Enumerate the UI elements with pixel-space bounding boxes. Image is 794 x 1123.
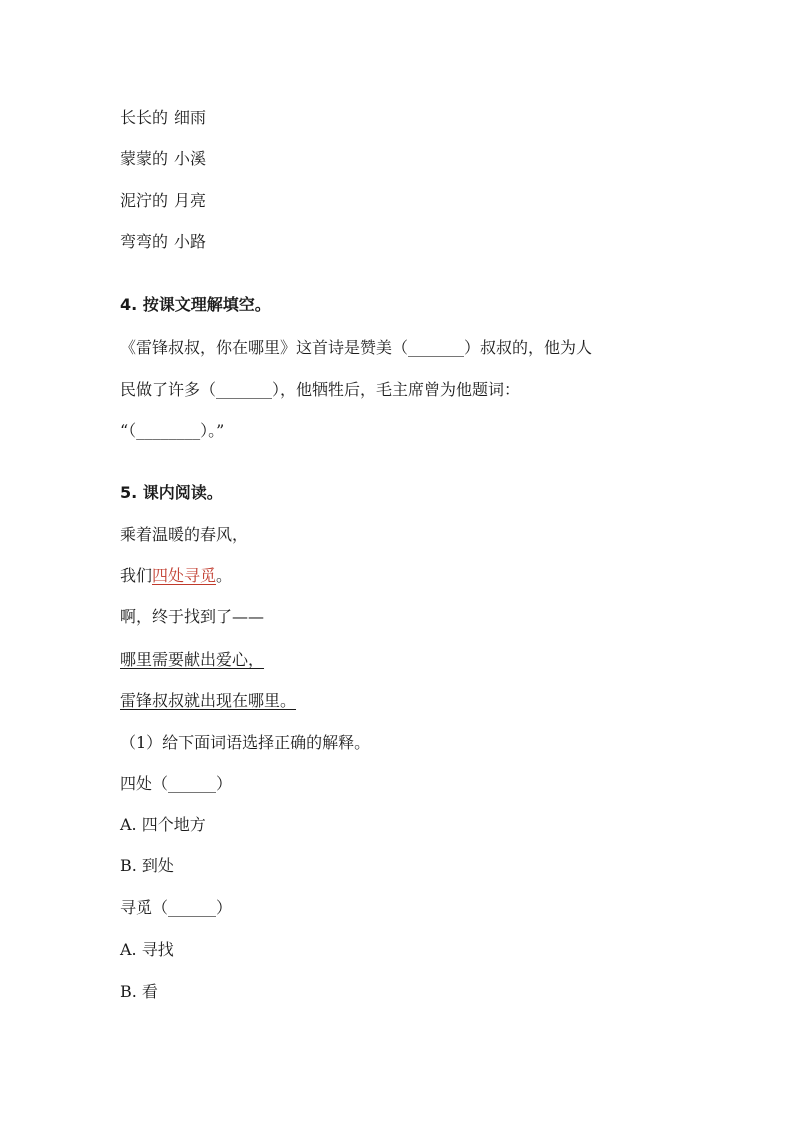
word-1-option-b: B. 到处 [120, 856, 174, 875]
pair-row-3 [120, 191, 206, 211]
poem-line-5: 雷锋叔叔就出现在哪里。 [120, 691, 297, 710]
poem-line-2-prefix: 我们 [120, 566, 153, 585]
pair-left: 弯弯的 [120, 232, 169, 251]
question-5-title: 5. 课内阅读。 [120, 483, 223, 502]
poem-line-2 [120, 566, 232, 586]
word-2-option-b: B. 看 [120, 982, 158, 1001]
pair-right: 月亮 [174, 191, 207, 210]
question-4-line-3: “（________）。” [120, 421, 225, 440]
question-4-title: 4. 按课文理解填空。 [120, 295, 271, 314]
poem-line-1: 乘着温暖的春风， [120, 525, 249, 544]
poem-line-2-suffix: 。 [216, 566, 233, 585]
question-4-line-2: 民做了许多（_______），他牺牲后，毛主席曾为他题词： [120, 380, 521, 399]
pair-left: 泥泞的 [120, 191, 169, 210]
poem-line-3: 啊，终于找到了—— [120, 607, 265, 626]
pair-right: 小溪 [174, 149, 207, 168]
word-2-option-a: A. 寻找 [120, 940, 174, 959]
pair-right: 细雨 [174, 108, 207, 127]
pair-right: 小路 [174, 232, 207, 251]
word-2-blank: 寻觅（______） [120, 898, 233, 917]
poem-line-4: 哪里需要献出爱心， [120, 650, 265, 669]
pair-row-2 [120, 149, 206, 169]
question-4-line-1: 《雷锋叔叔，你在哪里》这首诗是赞美（_______）叔叔的，他为人 [120, 338, 593, 357]
sub-question-1: （1）给下面词语选择正确的解释。 [120, 733, 371, 752]
pair-row-4 [120, 232, 206, 252]
pair-row-1 [120, 108, 206, 128]
word-1-option-a: A. 四个地方 [120, 815, 206, 834]
pair-left: 长长的 [120, 108, 169, 127]
underlined-phrase: 四处寻觅 [152, 566, 217, 585]
pair-left: 蒙蒙的 [120, 149, 169, 168]
word-1-blank: 四处（______） [120, 774, 233, 793]
